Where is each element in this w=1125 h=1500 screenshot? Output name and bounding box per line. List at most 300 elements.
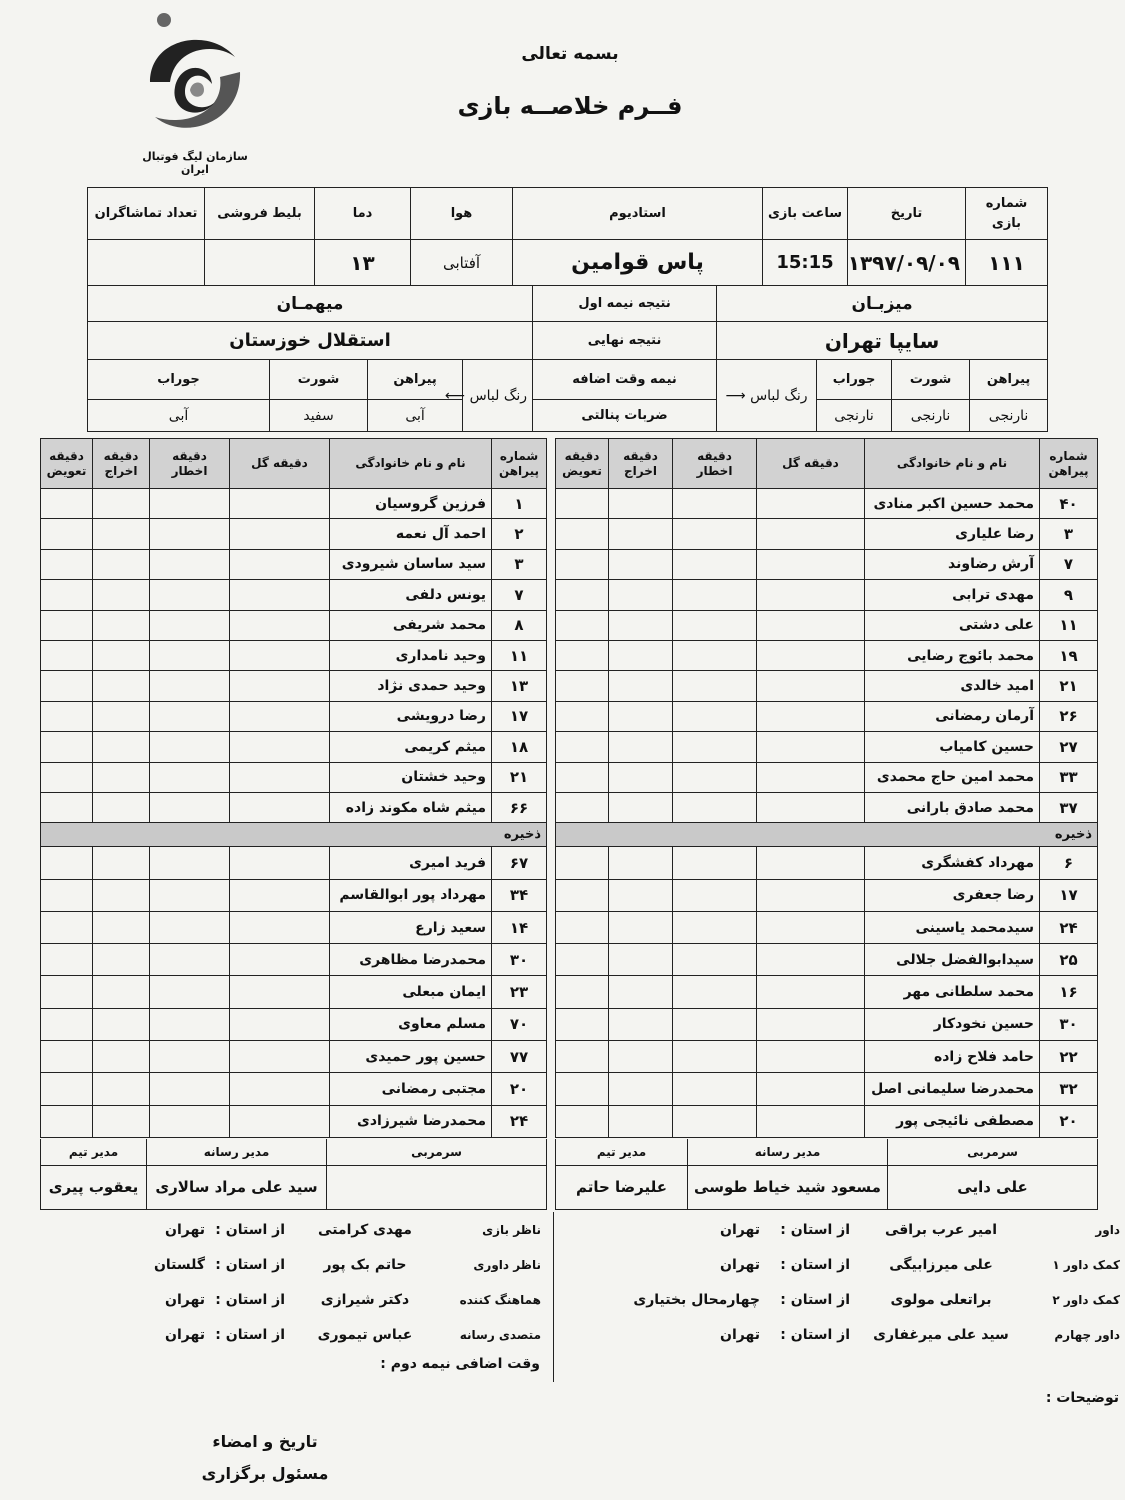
final-result-label: نتیجه نهایی <box>533 322 717 360</box>
sendoff-minute-cell <box>93 847 150 879</box>
sendoff-minute-cell <box>609 911 673 943</box>
sub-minute-cell <box>556 1041 609 1073</box>
form-title: فــرم خلاصــه بازی <box>457 92 683 120</box>
warning-minute-cell <box>150 671 230 701</box>
goal-minute-cell <box>757 610 865 640</box>
official-from-label: از استان : <box>780 1256 850 1273</box>
sendoff-minute-cell <box>93 976 150 1008</box>
warning-minute-cell <box>150 610 230 640</box>
host-reserve-row <box>556 976 1098 1008</box>
sendoff-minute-cell <box>609 1008 673 1040</box>
stadium-value: پاس قوامین <box>513 240 763 286</box>
remarks-label: توضیحات : <box>1045 1390 1119 1406</box>
player-number: ۳۰ <box>492 944 547 976</box>
goal-minute-cell <box>230 944 330 976</box>
warning-minute-cell <box>150 1073 230 1105</box>
warning-minute-cell <box>673 701 757 731</box>
goal-minute-cell <box>230 762 330 792</box>
goal-minute-cell <box>757 671 865 701</box>
official-row <box>40 1282 546 1317</box>
match-no-value: ۱۱۱ <box>966 240 1048 286</box>
player-number: ۱۱ <box>492 640 547 670</box>
player-number: ۷ <box>492 580 547 610</box>
goal-minute-cell <box>757 1105 865 1137</box>
host-shorts-color: نارنجی <box>892 400 970 432</box>
sub-minute-cell <box>556 762 609 792</box>
player-name: سعید زارع <box>330 911 492 943</box>
host-reserve-header-row <box>556 823 1098 847</box>
warning-minute-cell <box>150 944 230 976</box>
official-province: تهران <box>720 1326 760 1343</box>
player-name: یونس دلفی <box>330 580 492 610</box>
sub-minute-cell <box>41 847 93 879</box>
warning-minute-cell <box>150 580 230 610</box>
host-starter-row <box>556 732 1098 762</box>
goal-minute-cell <box>230 792 330 822</box>
player-name: حسین کامیاب <box>865 732 1040 762</box>
sub-minute-cell <box>556 580 609 610</box>
weather-value: آفتابی <box>411 240 513 286</box>
match-no-label: شماره بازی <box>966 188 1048 240</box>
sub-minute-cell <box>556 1008 609 1040</box>
goal-minute-cell <box>757 879 865 911</box>
sendoff-minute-cell <box>93 879 150 911</box>
official-province: چهارمحال بختیاری <box>633 1291 760 1308</box>
player-number: ۳۴ <box>492 879 547 911</box>
player-number: ۲۰ <box>1040 1105 1098 1137</box>
player-number: ۲۰ <box>492 1073 547 1105</box>
sub-minute-cell <box>41 911 93 943</box>
guest-starter-row <box>41 671 547 701</box>
official-name: امیر عرب براقی <box>884 1221 998 1238</box>
warning-minute-cell <box>673 944 757 976</box>
official-role: کمک داور ۲ <box>1052 1292 1120 1307</box>
signature-date-label: تاریخ و امضاء <box>212 1432 318 1451</box>
official-role: ناظر بازی <box>482 1222 541 1237</box>
host-warning-header: دقیقه اخطار <box>673 439 757 489</box>
sendoff-minute-cell <box>609 489 673 519</box>
guest-reserve-row <box>41 944 547 976</box>
guest-warning-header: دقیقه اخطار <box>150 439 230 489</box>
official-name: دکتر شیرازی <box>320 1291 410 1308</box>
host-starter-row <box>556 610 1098 640</box>
player-number: ۲۵ <box>1040 944 1098 976</box>
host-coach-label: سرمربی <box>888 1139 1098 1165</box>
sendoff-minute-cell <box>93 1105 150 1137</box>
player-name: مهرداد کفشگری <box>865 847 1040 879</box>
penalties-label: ضربات پنالتی <box>533 400 717 432</box>
player-name: سیدمحمد یاسینی <box>865 911 1040 943</box>
host-starter-row <box>556 762 1098 792</box>
sendoff-minute-cell <box>609 879 673 911</box>
host-manager-label: مدیر تیم <box>556 1139 688 1165</box>
sendoff-minute-cell <box>93 580 150 610</box>
player-number: ۲۲ <box>1040 1041 1098 1073</box>
player-number: ۳ <box>492 549 547 579</box>
host-reserve-row <box>556 1073 1098 1105</box>
player-name: آرش رضاوند <box>865 549 1040 579</box>
guest-socks-label: جوراب <box>88 360 270 400</box>
goal-minute-cell <box>757 976 865 1008</box>
host-reserve-row <box>556 911 1098 943</box>
sub-minute-cell <box>556 847 609 879</box>
warning-minute-cell <box>673 489 757 519</box>
host-label: میزبـان <box>717 286 1048 322</box>
basmala: بسمه تعالی <box>521 44 619 64</box>
player-number: ۲۱ <box>492 762 547 792</box>
official-from-label: از استان : <box>215 1221 285 1238</box>
sendoff-minute-cell <box>609 1105 673 1137</box>
official-province: تهران <box>165 1326 205 1343</box>
official-from-label: از استان : <box>215 1326 285 1343</box>
guest-roster-table <box>40 438 547 1138</box>
host-socks-label: جوراب <box>817 360 892 400</box>
player-number: ۲۶ <box>1040 701 1098 731</box>
arrow-icon: ⟶ <box>725 387 746 404</box>
host-goal-header: دقیقه گل <box>757 439 865 489</box>
player-number: ۷۷ <box>492 1041 547 1073</box>
sub-minute-cell <box>556 732 609 762</box>
player-name: وحید حمدی نژاد <box>330 671 492 701</box>
sendoff-minute-cell <box>609 792 673 822</box>
warning-minute-cell <box>150 701 230 731</box>
player-name: علی دشتی <box>865 610 1040 640</box>
host-shirt-color: نارنجی <box>970 400 1048 432</box>
stadium-label: استادیوم <box>513 188 763 240</box>
half-result-label: نتیجه نیمه اول <box>533 286 717 322</box>
reserve-label: ذخیره <box>556 823 1098 847</box>
player-name: مسلم معاوی <box>330 1008 492 1040</box>
goal-minute-cell <box>757 762 865 792</box>
player-number: ۳۰ <box>1040 1008 1098 1040</box>
sendoff-minute-cell <box>609 671 673 701</box>
match-info-table <box>87 187 1048 286</box>
player-number: ۲۱ <box>1040 671 1098 701</box>
player-number: ۲ <box>492 519 547 549</box>
sub-minute-cell <box>41 944 93 976</box>
player-name: وحید نامداری <box>330 640 492 670</box>
warning-minute-cell <box>150 792 230 822</box>
official-name: براتعلی مولوی <box>890 1291 992 1308</box>
player-name: میثم شاه مکوند زاده <box>330 792 492 822</box>
player-number: ۱۷ <box>492 701 547 731</box>
goal-minute-cell <box>230 879 330 911</box>
extra-time-label: نیمه وقت اضافه <box>533 360 717 400</box>
host-media-label: مدیر رسانه <box>688 1139 888 1165</box>
official-role: ناظر داوری <box>473 1257 541 1272</box>
sub-minute-cell <box>41 976 93 1008</box>
host-reserve-row <box>556 1008 1098 1040</box>
goal-minute-cell <box>230 489 330 519</box>
warning-minute-cell <box>673 610 757 640</box>
goal-minute-cell <box>757 847 865 879</box>
supervisors-table <box>40 1212 546 1352</box>
sub-minute-cell <box>556 549 609 579</box>
sendoff-minute-cell <box>93 732 150 762</box>
warning-minute-cell <box>150 879 230 911</box>
guest-shirt-color: آبی <box>368 400 463 432</box>
guest-coach-label: سرمربی <box>327 1139 547 1165</box>
player-name: فرید امیری <box>330 847 492 879</box>
goal-minute-cell <box>757 549 865 579</box>
goal-minute-cell <box>757 580 865 610</box>
official-name: مهدی کرامتی <box>318 1221 412 1238</box>
official-name: سید علی میرغفاری <box>873 1326 1009 1343</box>
official-province: تهران <box>165 1291 205 1308</box>
host-reserve-row <box>556 847 1098 879</box>
host-sub-header: دقیقه تعویض <box>556 439 609 489</box>
guest-reserve-row <box>41 879 547 911</box>
player-name: حامد فلاح زاده <box>865 1041 1040 1073</box>
player-name: سید ساسان شیرودی <box>330 549 492 579</box>
guest-starter-row <box>41 580 547 610</box>
sub-minute-cell <box>41 879 93 911</box>
goal-minute-cell <box>757 1008 865 1040</box>
official-role: هماهنگ کننده <box>459 1292 541 1307</box>
goal-minute-cell <box>230 580 330 610</box>
host-starter-row <box>556 671 1098 701</box>
goal-minute-cell <box>757 732 865 762</box>
host-starter-row <box>556 701 1098 731</box>
warning-minute-cell <box>673 1073 757 1105</box>
goal-minute-cell <box>230 640 330 670</box>
guest-starter-row <box>41 640 547 670</box>
official-from-label: از استان : <box>780 1221 850 1238</box>
player-name: ایمان مبعلی <box>330 976 492 1008</box>
sub-minute-cell <box>41 732 93 762</box>
player-name: محمدرضا سلیمانی اصل <box>865 1073 1040 1105</box>
official-role: متصدی رسانه <box>459 1327 541 1342</box>
player-name: مهرداد پور ابوالقاسم <box>330 879 492 911</box>
sub-minute-cell <box>556 610 609 640</box>
guest-goal-header: دقیقه گل <box>230 439 330 489</box>
warning-minute-cell <box>673 911 757 943</box>
league-logo-text: سازمان لیگ فوتبال ایران <box>142 150 248 176</box>
official-name: علی میرزابیگی <box>889 1256 993 1273</box>
sendoff-minute-cell <box>93 671 150 701</box>
sub-minute-cell <box>556 911 609 943</box>
warning-minute-cell <box>150 762 230 792</box>
player-name: فرزین گروسیان <box>330 489 492 519</box>
host-starter-row <box>556 580 1098 610</box>
sendoff-minute-cell <box>609 847 673 879</box>
sendoff-minute-cell <box>93 792 150 822</box>
warning-minute-cell <box>150 489 230 519</box>
tickets-label: بلیط فروشی <box>205 188 315 240</box>
sendoff-minute-cell <box>609 762 673 792</box>
guest-media-label: مدیر رسانه <box>147 1139 327 1165</box>
teams-table <box>87 285 1048 432</box>
warning-minute-cell <box>673 792 757 822</box>
goal-minute-cell <box>230 847 330 879</box>
official-role: کمک داور ۱ <box>1052 1257 1120 1272</box>
player-name: حسین نخودکار <box>865 1008 1040 1040</box>
organizer-label: مسئول برگزاری <box>201 1464 329 1483</box>
goal-minute-cell <box>757 911 865 943</box>
warning-minute-cell <box>673 879 757 911</box>
host-starter-row <box>556 549 1098 579</box>
player-number: ۳۲ <box>1040 1073 1098 1105</box>
guest-shorts-label: شورت <box>270 360 368 400</box>
sendoff-minute-cell <box>609 732 673 762</box>
tickets-value <box>205 240 315 286</box>
guest-reserve-row <box>41 1105 547 1137</box>
guest-manager-name: یعقوب پیری <box>41 1165 147 1209</box>
official-from-label: از استان : <box>780 1291 850 1308</box>
player-number: ۶۶ <box>492 792 547 822</box>
player-name: محمدرضا شیرزادی <box>330 1105 492 1137</box>
league-logo-icon <box>130 12 260 148</box>
warning-minute-cell <box>673 671 757 701</box>
temp-label: دما <box>315 188 411 240</box>
goal-minute-cell <box>757 792 865 822</box>
official-row <box>555 1247 1125 1282</box>
host-manager-name: علیرضا حاتم <box>556 1165 688 1209</box>
sub-minute-cell <box>556 640 609 670</box>
sub-minute-cell <box>556 701 609 731</box>
sendoff-minute-cell <box>609 640 673 670</box>
player-name: محمد بائوج رضایی <box>865 640 1040 670</box>
guest-label: میهمـان <box>88 286 533 322</box>
sendoff-minute-cell <box>93 549 150 579</box>
player-number: ۱۴ <box>492 911 547 943</box>
guest-reserve-header-row <box>41 823 547 847</box>
player-number: ۹ <box>1040 580 1098 610</box>
goal-minute-cell <box>230 732 330 762</box>
sendoff-minute-cell <box>609 976 673 1008</box>
guest-starter-row <box>41 792 547 822</box>
sub-minute-cell <box>41 671 93 701</box>
player-number: ۸ <box>492 610 547 640</box>
guest-reserve-row <box>41 911 547 943</box>
sub-minute-cell <box>41 701 93 731</box>
host-starter-row <box>556 519 1098 549</box>
sendoff-minute-cell <box>609 1073 673 1105</box>
guest-kit-label: رنگ لباس ⟵ <box>463 360 533 432</box>
warning-minute-cell <box>673 1105 757 1137</box>
player-number: ۶۷ <box>492 847 547 879</box>
player-name: محمد شریفی <box>330 610 492 640</box>
sendoff-minute-cell <box>93 640 150 670</box>
warning-minute-cell <box>673 1008 757 1040</box>
guest-socks-color: آبی <box>88 400 270 432</box>
host-sendoff-header: دقیقه اخراج <box>609 439 673 489</box>
guest-shorts-color: سفید <box>270 400 368 432</box>
player-number: ۲۷ <box>1040 732 1098 762</box>
guest-starter-row <box>41 762 547 792</box>
official-from-label: از استان : <box>215 1291 285 1308</box>
sendoff-minute-cell <box>93 610 150 640</box>
warning-minute-cell <box>673 640 757 670</box>
goal-minute-cell <box>757 640 865 670</box>
official-row <box>555 1212 1125 1247</box>
sub-minute-cell <box>41 519 93 549</box>
guest-coach-name <box>327 1165 547 1209</box>
player-name: محمد سلطانی مهر <box>865 976 1040 1008</box>
official-province: تهران <box>720 1221 760 1238</box>
official-province: تهران <box>165 1221 205 1238</box>
temp-value: ۱۳ <box>315 240 411 286</box>
player-name: رضا درویشی <box>330 701 492 731</box>
guest-starter-row <box>41 701 547 731</box>
warning-minute-cell <box>673 549 757 579</box>
goal-minute-cell <box>230 549 330 579</box>
sub-minute-cell <box>556 944 609 976</box>
sub-minute-cell <box>41 580 93 610</box>
warning-minute-cell <box>673 580 757 610</box>
host-starter-row <box>556 792 1098 822</box>
goal-minute-cell <box>230 1008 330 1040</box>
player-number: ۱۶ <box>1040 976 1098 1008</box>
warning-minute-cell <box>673 762 757 792</box>
player-name: محمد صادق بارانی <box>865 792 1040 822</box>
host-shorts-label: شورت <box>892 360 970 400</box>
player-number: ۲۳ <box>492 976 547 1008</box>
sendoff-minute-cell <box>609 580 673 610</box>
sub-minute-cell <box>556 671 609 701</box>
player-name: محمد امین حاج محمدی <box>865 762 1040 792</box>
host-media-name: مسعود شید خیاط طوسی <box>688 1165 888 1209</box>
goal-minute-cell <box>757 1073 865 1105</box>
guest-reserve-row <box>41 1041 547 1073</box>
warning-minute-cell <box>150 976 230 1008</box>
guest-reserve-row <box>41 976 547 1008</box>
official-role: داور چهارم <box>1054 1327 1120 1342</box>
host-name-header: نام و نام خانوادگی <box>865 439 1040 489</box>
date-label: تاریخ <box>848 188 966 240</box>
player-number: ۱۸ <box>492 732 547 762</box>
sub-minute-cell <box>41 1008 93 1040</box>
arrow-icon: ⟵ <box>445 387 466 404</box>
player-name: حسین پور حمیدی <box>330 1041 492 1073</box>
player-number: ۱۹ <box>1040 640 1098 670</box>
host-coach-name: علی دایی <box>888 1165 1098 1209</box>
sendoff-minute-cell <box>93 944 150 976</box>
host-reserve-row <box>556 944 1098 976</box>
player-name: رضا جعفری <box>865 879 1040 911</box>
goal-minute-cell <box>757 701 865 731</box>
guest-staff-table <box>40 1139 547 1210</box>
player-number: ۳۷ <box>1040 792 1098 822</box>
player-name: آرمان رمضانی <box>865 701 1040 731</box>
warning-minute-cell <box>673 519 757 549</box>
official-province: گلستان <box>153 1256 205 1273</box>
guest-starter-row <box>41 549 547 579</box>
sub-minute-cell <box>41 762 93 792</box>
sendoff-minute-cell <box>609 549 673 579</box>
player-number: ۳ <box>1040 519 1098 549</box>
player-number: ۷۰ <box>492 1008 547 1040</box>
official-row <box>555 1317 1125 1352</box>
guest-manager-label: مدیر تیم <box>41 1139 147 1165</box>
player-number: ۱۳ <box>492 671 547 701</box>
sub-minute-cell <box>556 792 609 822</box>
official-name: عباس تیموری <box>317 1326 413 1343</box>
warning-minute-cell <box>150 847 230 879</box>
goal-minute-cell <box>230 1073 330 1105</box>
official-name: حاتم بک پور <box>323 1256 407 1273</box>
player-number: ۳۳ <box>1040 762 1098 792</box>
goal-minute-cell <box>757 489 865 519</box>
sub-minute-cell <box>41 610 93 640</box>
official-role: داور <box>1095 1222 1120 1237</box>
sendoff-minute-cell <box>93 1073 150 1105</box>
host-starter-row <box>556 640 1098 670</box>
host-socks-color: نارنجی <box>817 400 892 432</box>
weather-label: هوا <box>411 188 513 240</box>
warning-minute-cell <box>150 1105 230 1137</box>
host-shirt-label: پیراهن <box>970 360 1048 400</box>
